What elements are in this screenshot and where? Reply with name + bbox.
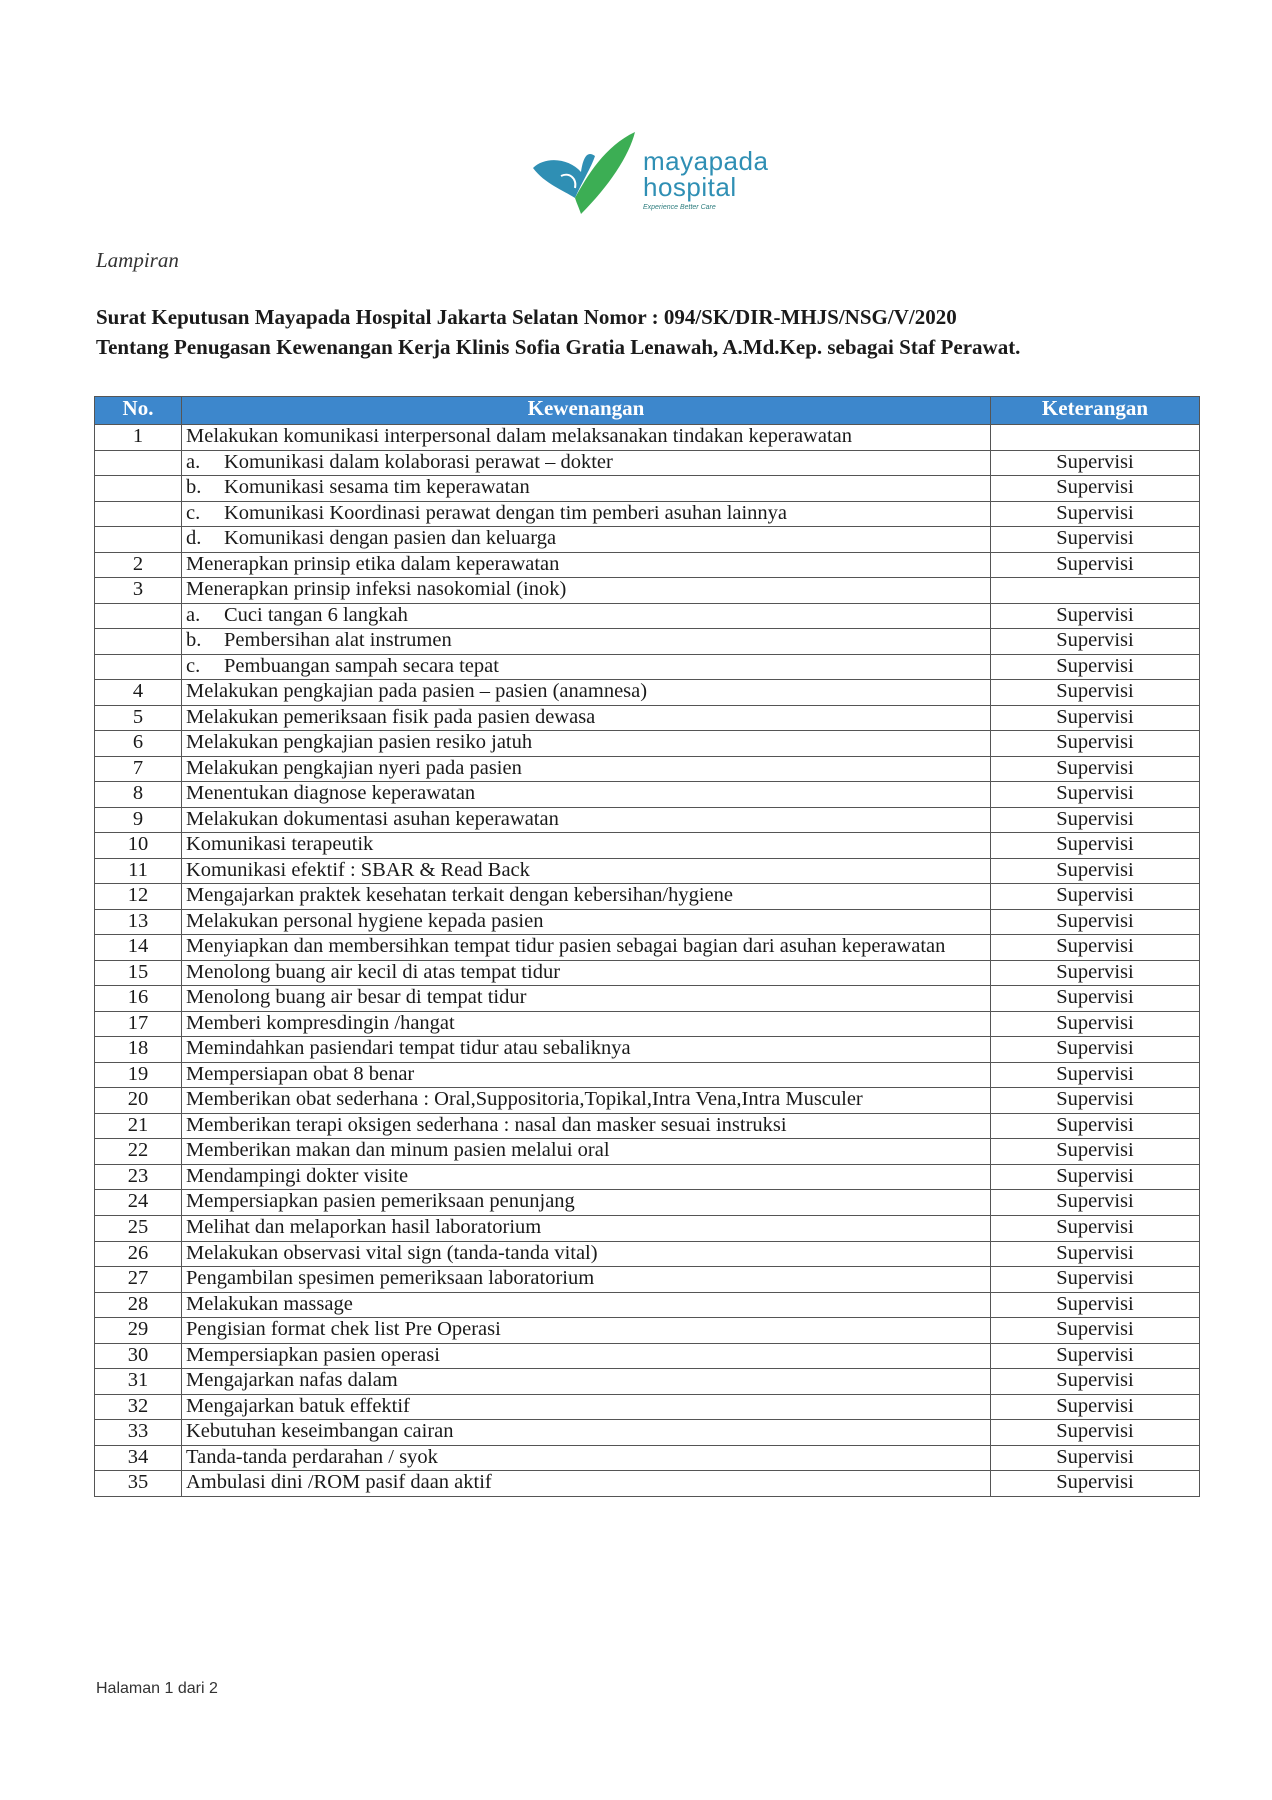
row-number: 2 (95, 552, 182, 578)
table-row (95, 833, 1200, 859)
column-header-kewenangan: Kewenangan (182, 397, 991, 425)
row-authority (182, 603, 991, 629)
table-row (95, 1420, 1200, 1446)
row-remark: Supervisi (991, 731, 1200, 757)
row-remark: Supervisi (991, 756, 1200, 782)
hospital-logo (525, 128, 785, 223)
authority-text: Mempersiapkan pasien pemeriksaan penunjang (186, 1190, 575, 1213)
row-authority (182, 858, 991, 884)
table-row (95, 756, 1200, 782)
row-remark: Supervisi (991, 858, 1200, 884)
authority-text: Cuci tangan 6 langkah (224, 603, 408, 626)
table-row (95, 731, 1200, 757)
table-row (95, 1471, 1200, 1497)
row-number (95, 629, 182, 655)
row-authority (182, 1267, 991, 1293)
table-row (95, 425, 1200, 451)
row-authority (182, 705, 991, 731)
row-remark: Supervisi (991, 1318, 1200, 1344)
authority-text: Mengajarkan batuk effektif (186, 1394, 410, 1417)
table-row (95, 578, 1200, 604)
row-number: 22 (95, 1139, 182, 1165)
column-header-no: No. (95, 397, 182, 425)
row-authority (182, 782, 991, 808)
table-row (95, 1113, 1200, 1139)
row-remark: Supervisi (991, 1011, 1200, 1037)
row-remark (991, 578, 1200, 604)
authority-text: Melakukan observasi vital sign (tanda-tanda vital) (186, 1241, 598, 1264)
row-number: 23 (95, 1164, 182, 1190)
row-remark: Supervisi (991, 1369, 1200, 1395)
authority-text: Memindahkan pasiendari tempat tidur atau sebaliknya (186, 1037, 631, 1060)
row-authority (182, 1037, 991, 1063)
row-number: 13 (95, 909, 182, 935)
table-row (95, 476, 1200, 502)
table-row (95, 654, 1200, 680)
authority-text: Komunikasi dengan pasien dan keluarga (224, 527, 557, 550)
row-authority (182, 1011, 991, 1037)
table-row (95, 1037, 1200, 1063)
heart-leaf-logo-icon (525, 128, 645, 223)
table-row (95, 935, 1200, 961)
authority-text: Komunikasi efektif : SBAR & Read Back (186, 858, 530, 881)
row-remark: Supervisi (991, 1215, 1200, 1241)
row-authority (182, 1318, 991, 1344)
row-number: 30 (95, 1343, 182, 1369)
row-remark: Supervisi (991, 1088, 1200, 1114)
table-row (95, 1267, 1200, 1293)
row-number: 19 (95, 1062, 182, 1088)
authority-text: Melakukan komunikasi interpersonal dalam melaksanakan tindakan keperawatan (186, 425, 853, 447)
table-row (95, 1011, 1200, 1037)
row-number: 12 (95, 884, 182, 910)
authority-text: Tanda-tanda perdarahan / syok (186, 1445, 438, 1468)
authority-text: Menolong buang air kecil di atas tempat tidur (186, 960, 561, 983)
row-number: 32 (95, 1394, 182, 1420)
row-remark: Supervisi (991, 527, 1200, 553)
table-row (95, 909, 1200, 935)
row-remark: Supervisi (991, 1190, 1200, 1216)
row-authority (182, 807, 991, 833)
row-number (95, 603, 182, 629)
row-remark: Supervisi (991, 1445, 1200, 1471)
row-remark: Supervisi (991, 1420, 1200, 1446)
row-number: 18 (95, 1037, 182, 1063)
row-number: 17 (95, 1011, 182, 1037)
table-row (95, 552, 1200, 578)
row-remark: Supervisi (991, 629, 1200, 655)
row-authority (182, 425, 991, 451)
row-authority (182, 1394, 991, 1420)
authority-text: Pembersihan alat instrumen (224, 629, 452, 652)
sub-item-marker: b. (186, 476, 202, 499)
table-row (95, 527, 1200, 553)
row-remark: Supervisi (991, 450, 1200, 476)
table-row (95, 1062, 1200, 1088)
table-row (95, 1164, 1200, 1190)
row-number (95, 476, 182, 502)
row-authority (182, 756, 991, 782)
sub-item-marker: a. (186, 450, 201, 473)
authority-table (94, 396, 1200, 1497)
row-authority (182, 450, 991, 476)
authority-text: Melakukan personal hygiene kepada pasien (186, 909, 544, 932)
authority-text: Mengajarkan nafas dalam (186, 1369, 398, 1392)
row-number: 24 (95, 1190, 182, 1216)
row-authority (182, 1215, 991, 1241)
row-number (95, 654, 182, 680)
row-authority (182, 1343, 991, 1369)
row-number: 35 (95, 1471, 182, 1497)
row-authority (182, 654, 991, 680)
row-authority (182, 1241, 991, 1267)
authority-text: Pengisian format chek list Pre Operasi (186, 1318, 501, 1341)
row-authority (182, 527, 991, 553)
row-remark: Supervisi (991, 1037, 1200, 1063)
decree-title: Surat Keputusan Mayapada Hospital Jakarta Selatan Nomor : 094/SK/DIR-MHJS/NSG/V/2020 (96, 305, 957, 329)
table-row (95, 501, 1200, 527)
row-authority (182, 833, 991, 859)
authority-text: Pengambilan spesimen pemeriksaan laboratorium (186, 1267, 595, 1290)
logo-name-line2: hospital (643, 172, 737, 202)
authority-text: Menerapkan prinsip etika dalam keperawatan (186, 552, 560, 575)
row-remark: Supervisi (991, 782, 1200, 808)
row-authority (182, 552, 991, 578)
row-number: 34 (95, 1445, 182, 1471)
row-number: 7 (95, 756, 182, 782)
decree-subject: Tentang Penugasan Kewenangan Kerja Klinis Sofia Gratia Lenawah, A.Md.Kep. sebagai Staf Perawat. (96, 335, 1021, 359)
row-remark: Supervisi (991, 935, 1200, 961)
row-authority (182, 1113, 991, 1139)
row-number: 8 (95, 782, 182, 808)
authority-text: Mempersiapan obat 8 benar (186, 1062, 415, 1085)
row-authority (182, 1164, 991, 1190)
row-remark: Supervisi (991, 1062, 1200, 1088)
table-row (95, 629, 1200, 655)
row-remark (991, 425, 1200, 451)
sub-item-marker: d. (186, 527, 202, 550)
table-row (95, 680, 1200, 706)
table-row (95, 1318, 1200, 1344)
authority-text: Memberikan makan dan minum pasien melalui oral (186, 1139, 610, 1162)
row-number: 11 (95, 858, 182, 884)
column-header-keterangan: Keterangan (991, 397, 1200, 425)
row-number (95, 501, 182, 527)
table-row (95, 884, 1200, 910)
page-number: Halaman 1 dari 2 (96, 1680, 218, 1697)
row-authority (182, 1190, 991, 1216)
row-number: 27 (95, 1267, 182, 1293)
row-authority (182, 680, 991, 706)
authority-text: Mendampingi dokter visite (186, 1164, 409, 1187)
authority-text: Menerapkan prinsip infeksi nasokomial (inok) (186, 578, 567, 601)
row-authority (182, 1292, 991, 1318)
attachment-label: Lampiran (96, 248, 179, 272)
row-remark: Supervisi (991, 705, 1200, 731)
authority-text: Pembuangan sampah secara tepat (224, 654, 499, 677)
row-authority (182, 1471, 991, 1497)
row-number: 4 (95, 680, 182, 706)
row-number: 28 (95, 1292, 182, 1318)
table-row (95, 782, 1200, 808)
row-remark: Supervisi (991, 1471, 1200, 1497)
row-number: 5 (95, 705, 182, 731)
row-number: 31 (95, 1369, 182, 1395)
table-header-row (95, 397, 1200, 425)
sub-item-marker: c. (186, 501, 201, 524)
table-row (95, 1241, 1200, 1267)
table-row (95, 1139, 1200, 1165)
row-number: 21 (95, 1113, 182, 1139)
row-authority (182, 578, 991, 604)
authority-text: Menyiapkan dan membersihkan tempat tidur pasien sebagai bagian dari asuhan keperawatan (186, 935, 946, 958)
row-remark: Supervisi (991, 986, 1200, 1012)
row-remark: Supervisi (991, 1292, 1200, 1318)
table-row (95, 1445, 1200, 1471)
row-number: 33 (95, 1420, 182, 1446)
row-remark: Supervisi (991, 603, 1200, 629)
authority-text: Menentukan diagnose keperawatan (186, 782, 476, 805)
row-number: 6 (95, 731, 182, 757)
row-number (95, 450, 182, 476)
row-remark: Supervisi (991, 909, 1200, 935)
authority-text: Komunikasi terapeutik (186, 833, 374, 856)
logo-tagline: Experience Better Care (643, 204, 716, 211)
row-remark: Supervisi (991, 833, 1200, 859)
row-number: 9 (95, 807, 182, 833)
table-row (95, 858, 1200, 884)
authority-text: Melakukan pengkajian pasien resiko jatuh (186, 731, 533, 754)
row-number: 3 (95, 578, 182, 604)
row-remark: Supervisi (991, 476, 1200, 502)
authority-text: Melihat dan melaporkan hasil laboratorium (186, 1215, 542, 1238)
authority-text: Ambulasi dini /ROM pasif daan aktif (186, 1471, 492, 1494)
row-number: 26 (95, 1241, 182, 1267)
row-authority (182, 935, 991, 961)
table-row (95, 1088, 1200, 1114)
row-authority (182, 1369, 991, 1395)
row-authority (182, 1420, 991, 1446)
table-row (95, 450, 1200, 476)
row-authority (182, 629, 991, 655)
authority-text: Komunikasi dalam kolaborasi perawat – dokter (224, 450, 613, 473)
authority-text: Melakukan pengkajian pada pasien – pasien (anamnesa) (186, 680, 648, 703)
table-row (95, 1369, 1200, 1395)
row-number: 10 (95, 833, 182, 859)
table-row (95, 1394, 1200, 1420)
table-body (95, 425, 1200, 1497)
table-row (95, 807, 1200, 833)
authority-text: Melakukan pengkajian nyeri pada pasien (186, 756, 522, 779)
row-authority (182, 1445, 991, 1471)
authority-text: Melakukan massage (186, 1292, 353, 1315)
authority-text: Mengajarkan praktek kesehatan terkait dengan kebersihan/hygiene (186, 884, 734, 907)
authority-text: Kebutuhan keseimbangan cairan (186, 1420, 454, 1443)
table-row (95, 1190, 1200, 1216)
row-number: 15 (95, 960, 182, 986)
row-remark: Supervisi (991, 654, 1200, 680)
row-remark: Supervisi (991, 1113, 1200, 1139)
row-number: 16 (95, 986, 182, 1012)
table-row (95, 1292, 1200, 1318)
table-row (95, 705, 1200, 731)
table-row (95, 1343, 1200, 1369)
row-number: 29 (95, 1318, 182, 1344)
row-authority (182, 501, 991, 527)
row-authority (182, 986, 991, 1012)
row-authority (182, 1139, 991, 1165)
sub-item-marker: a. (186, 603, 201, 626)
row-remark: Supervisi (991, 552, 1200, 578)
authority-text: Mempersiapkan pasien operasi (186, 1343, 440, 1366)
row-authority (182, 884, 991, 910)
row-remark: Supervisi (991, 1139, 1200, 1165)
row-remark: Supervisi (991, 1394, 1200, 1420)
row-authority (182, 960, 991, 986)
row-number: 20 (95, 1088, 182, 1114)
authority-text: Melakukan dokumentasi asuhan keperawatan (186, 807, 559, 830)
row-remark: Supervisi (991, 1267, 1200, 1293)
table-row (95, 603, 1200, 629)
authority-text: Komunikasi sesama tim keperawatan (224, 476, 530, 499)
authority-text: Menolong buang air besar di tempat tidur (186, 986, 527, 1009)
logo-name-line1: mayapada (643, 146, 769, 176)
row-number: 1 (95, 425, 182, 451)
row-authority (182, 1088, 991, 1114)
row-authority (182, 1062, 991, 1088)
row-remark: Supervisi (991, 960, 1200, 986)
row-remark: Supervisi (991, 1241, 1200, 1267)
row-authority (182, 476, 991, 502)
row-number (95, 527, 182, 553)
row-number: 25 (95, 1215, 182, 1241)
table-row (95, 986, 1200, 1012)
table-row (95, 960, 1200, 986)
authority-text: Memberi kompresdingin /hangat (186, 1011, 455, 1034)
sub-item-marker: c. (186, 654, 201, 677)
row-remark: Supervisi (991, 680, 1200, 706)
sub-item-marker: b. (186, 629, 202, 652)
authority-text: Melakukan pemeriksaan fisik pada pasien dewasa (186, 705, 596, 728)
row-remark: Supervisi (991, 1343, 1200, 1369)
row-authority (182, 909, 991, 935)
row-authority (182, 731, 991, 757)
row-remark: Supervisi (991, 501, 1200, 527)
authority-text: Komunikasi Koordinasi perawat dengan tim pemberi asuhan lainnya (224, 501, 788, 524)
authority-text: Memberikan terapi oksigen sederhana : nasal dan masker sesuai instruksi (186, 1113, 787, 1136)
row-number: 14 (95, 935, 182, 961)
row-remark: Supervisi (991, 884, 1200, 910)
row-remark: Supervisi (991, 807, 1200, 833)
table-row (95, 1215, 1200, 1241)
authority-text: Memberikan obat sederhana : Oral,Suppositoria,Topikal,Intra Vena,Intra Musculer (186, 1088, 863, 1111)
row-remark: Supervisi (991, 1164, 1200, 1190)
